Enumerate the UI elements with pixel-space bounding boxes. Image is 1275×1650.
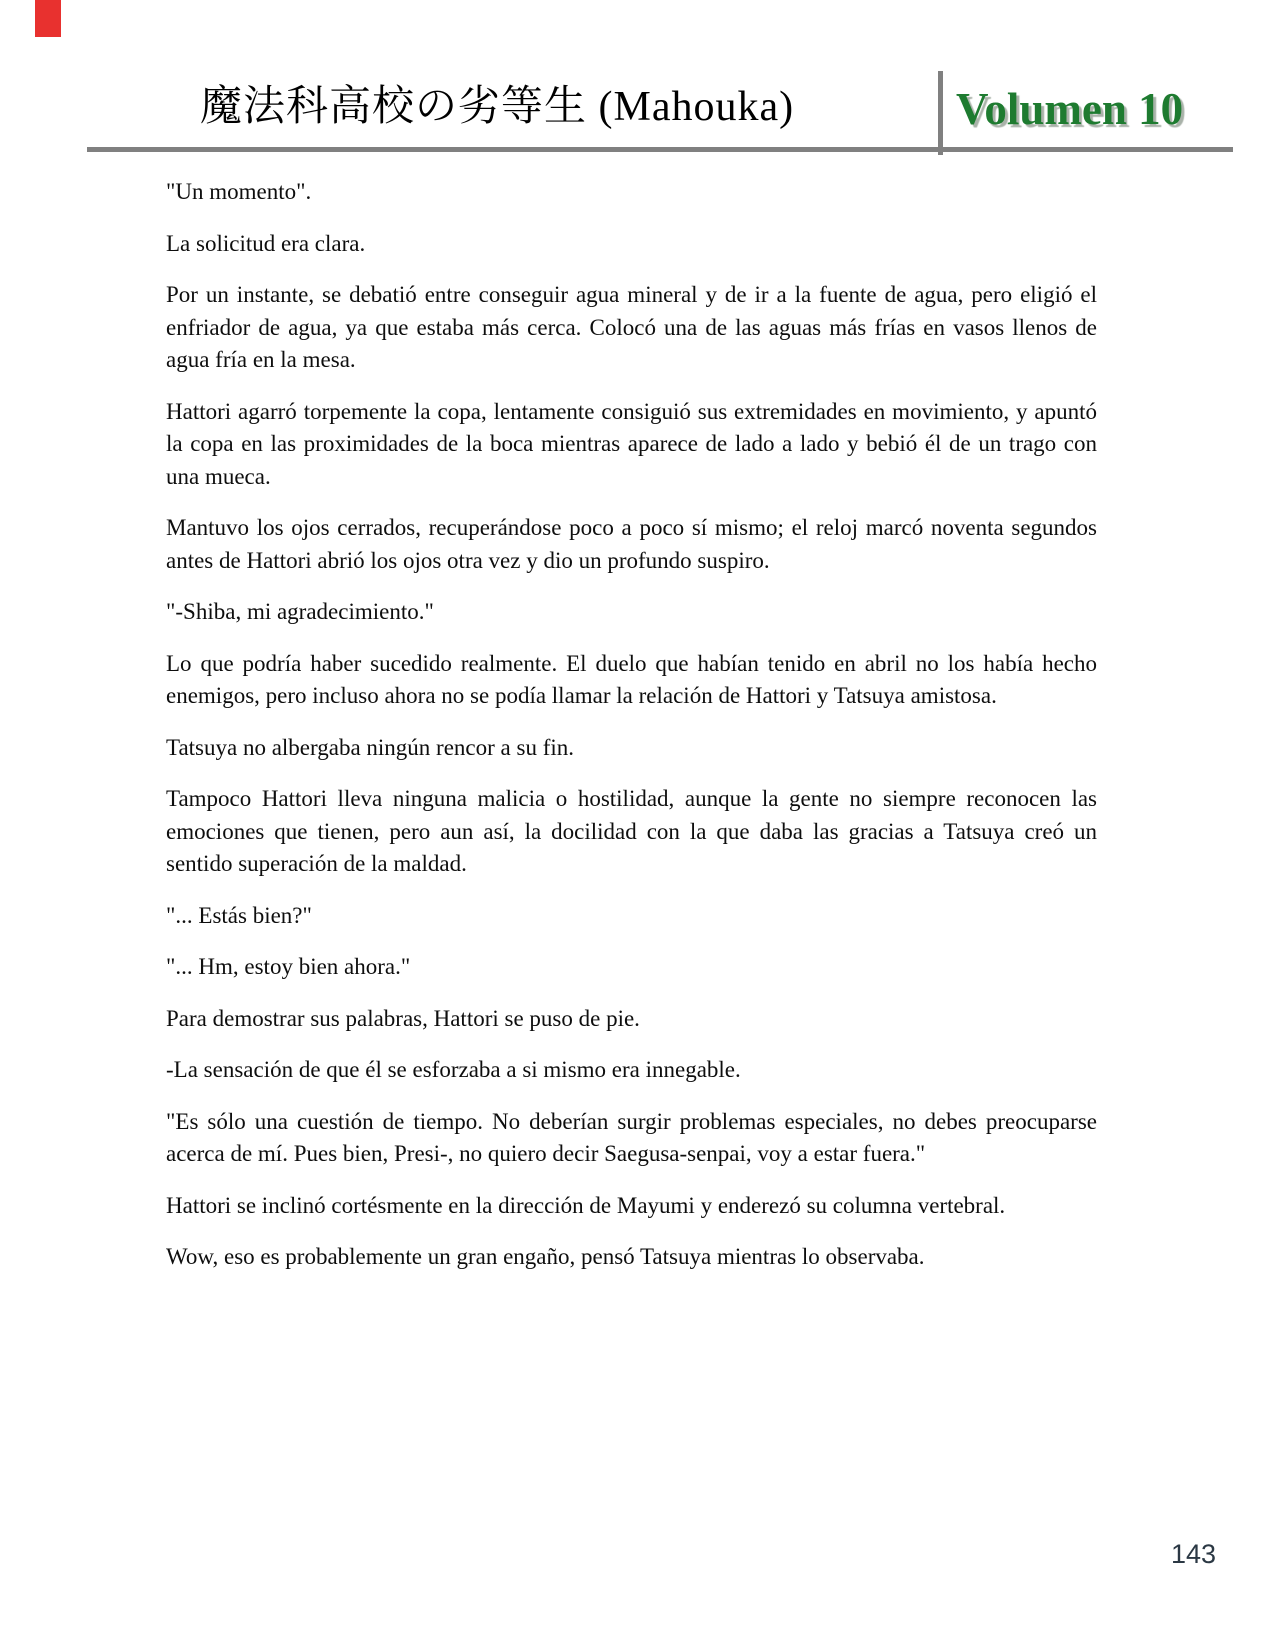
paragraph: Hattori se inclinó cortésmente en la dirección de Mayumi y enderezó su columna vertebral. <box>166 1192 1006 1218</box>
paragraph: Tampoco Hattori lleva ninguna malicia o hostilidad, aunque la gente no siempre reconocen las emociones que tienen, pero aun así, la docilidad con la que daba las gracias a Tatsuya creó un sentido superación de la maldad. <box>166 786 1097 876</box>
red-marker <box>35 0 61 37</box>
page-number: 143 <box>1170 1539 1216 1569</box>
paragraph: "... Estás bien?" <box>166 902 312 928</box>
volume-label: Volumen 10 <box>956 84 1184 134</box>
header-horizontal-rule <box>87 147 1233 152</box>
paragraph: "... Hm, estoy bien ahora." <box>166 954 411 979</box>
paragraph: Tatsuya no albergaba ningún rencor a su fin. <box>166 734 575 760</box>
paragraph: "Es sólo una cuestión de tiempo. No deberían surgir problemas especiales, no debes preocuparse acerca de mí. Pues bien, Presi-, no quiero decir Saegusa-senpai, voy a estar fuera." <box>166 1108 1097 1166</box>
paragraph: Lo que podría haber sucedido realmente. El duelo que habían tenido en abril no los había hecho enemigos, pero incluso ahora no se podía llamar la relación de Hattori y Tatsuya amistosa. <box>166 650 1097 708</box>
paragraph: Mantuvo los ojos cerrados, recuperándose poco a poco sí mismo; el reloj marcó noventa segundos antes de Hattori abrió los ojos otra vez y dio un profundo suspiro. <box>166 515 1097 573</box>
paragraph: -La sensación de que él se esforzaba a si mismo era innegable. <box>166 1057 741 1082</box>
paragraph: Hattori agarró torpemente la copa, lentamente consiguió sus extremidades en movimiento, y apuntó la copa en las proximidades de la boca mientras aparece de lado a lado y bebió él de un trago con una mueca. <box>166 398 1097 489</box>
paragraph: "-Shiba, mi agradecimiento." <box>166 599 434 624</box>
paragraph: "Un momento". <box>166 179 312 204</box>
paragraph: Por un instante, se debatió entre conseguir agua mineral y de ir a la fuente de agua, pero eligió el enfriador de agua, ya que estaba más cerca. Colocó una de las aguas más frías en vasos llenos de agua fría en la mesa. <box>166 282 1097 372</box>
paragraph: Wow, eso es probablemente un gran engaño, pensó Tatsuya mientras lo observaba. <box>166 1244 925 1269</box>
document-title: 魔法科高校の劣等生 (Mahouka) <box>200 84 795 130</box>
paragraph: Para demostrar sus palabras, Hattori se puso de pie. <box>166 1005 640 1031</box>
header-vertical-divider <box>938 71 943 155</box>
body-text <box>166 176 1097 1293</box>
paragraph: La solicitud era clara. <box>166 230 366 256</box>
